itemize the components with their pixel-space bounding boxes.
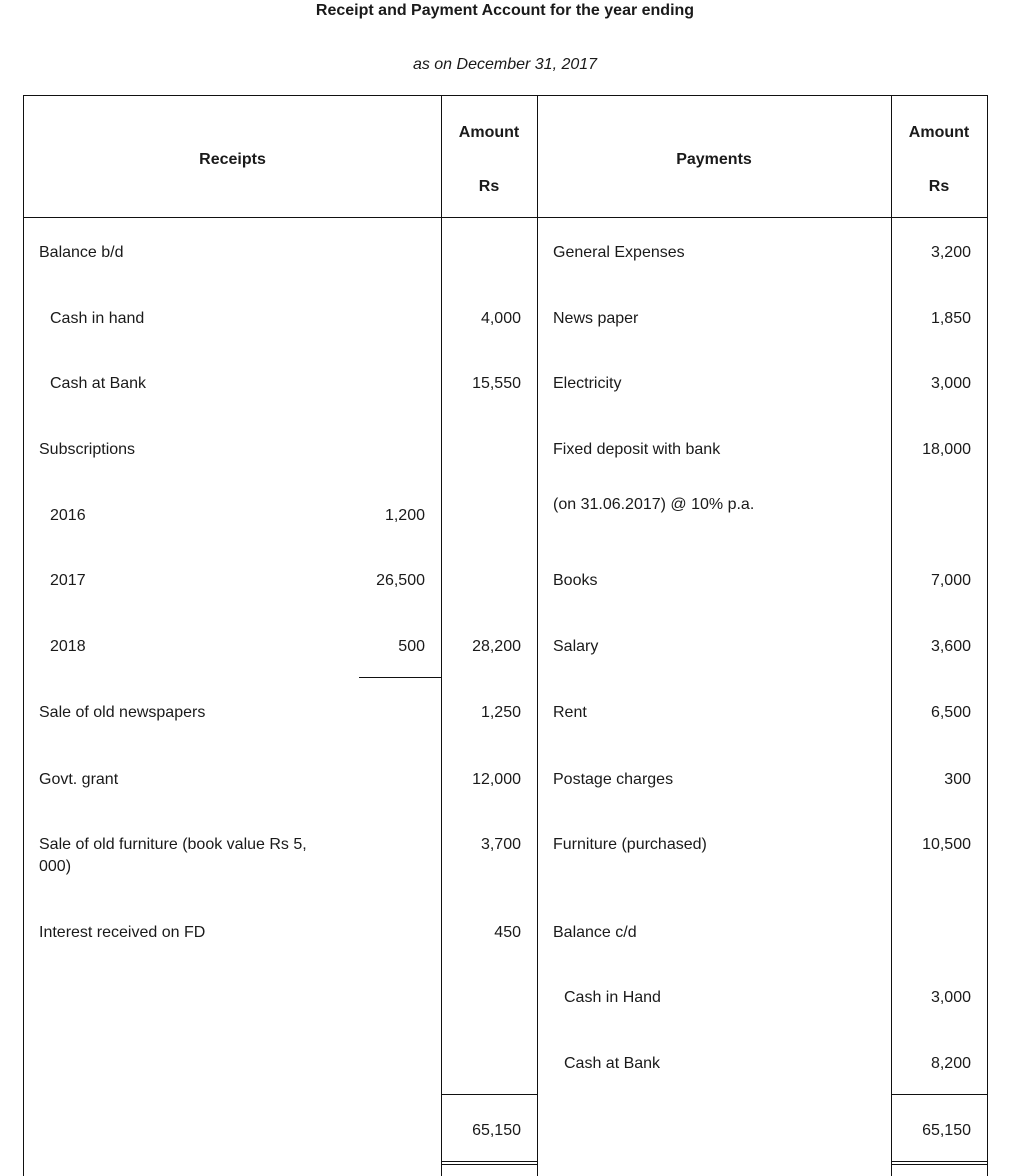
payment-label: Balance c/d — [553, 924, 637, 941]
payment-label: News paper — [553, 310, 639, 327]
payments-amount-header: Amount — [908, 124, 970, 141]
payment-label: Cash in Hand — [564, 989, 661, 1006]
payment-amount: 300 — [944, 771, 971, 788]
payment-amount: 3,000 — [930, 375, 971, 392]
receipt-label: Sale of old furniture (book value Rs 5, 000) — [39, 836, 307, 875]
receipt-amount: 3,700 — [480, 836, 521, 853]
receipt-label: Cash at Bank — [50, 375, 147, 392]
payments-currency-header: Rs — [928, 178, 950, 195]
receipt-label: Sale of old newspapers — [39, 704, 206, 721]
receipt-amount: 4,000 — [480, 310, 521, 327]
payment-amount: 10,500 — [922, 836, 971, 853]
payment-label: Furniture (purchased) — [553, 836, 707, 853]
receipt-amount: 15,550 — [472, 375, 521, 392]
total-rule — [441, 1094, 537, 1095]
receipt-label: 2018 — [50, 638, 86, 655]
payment-amount: 3,600 — [930, 638, 971, 655]
payment-label: Salary — [553, 638, 599, 655]
payment-label: Books — [553, 572, 598, 589]
subscription-value: 1,200 — [384, 507, 425, 524]
receipt-label: 2017 — [50, 572, 86, 589]
total-double-rule — [891, 1161, 987, 1165]
payment-label: Cash at Bank — [564, 1055, 661, 1072]
header-divider — [24, 217, 987, 218]
receipt-label: Interest received on FD — [39, 924, 206, 941]
payment-label: Rent — [553, 704, 587, 721]
payment-label: Fixed deposit with bank — [553, 441, 721, 458]
payment-amount: 3,200 — [930, 244, 971, 261]
payment-label: General Expenses — [553, 244, 685, 261]
payment-amount: 1,850 — [930, 310, 971, 327]
payment-label: Postage charges — [553, 771, 674, 788]
column-divider — [537, 96, 538, 1176]
payments-header: Payments — [676, 151, 752, 168]
receipt-label: 2016 — [50, 507, 86, 524]
receipts-amount-header: Amount — [458, 124, 520, 141]
receipts-currency-header: Rs — [478, 178, 500, 195]
payments-total: 65,150 — [922, 1122, 971, 1139]
subtotal-rule — [359, 677, 441, 678]
total-double-rule — [441, 1161, 537, 1165]
payment-amount: 7,000 — [930, 572, 971, 589]
page-subtitle: as on December 31, 2017 — [412, 56, 598, 73]
receipt-label: Govt. grant — [39, 771, 119, 788]
receipt-amount: 12,000 — [472, 771, 521, 788]
receipt-label: Balance b/d — [39, 244, 124, 261]
receipt-amount: 28,200 — [472, 638, 521, 655]
payment-amount: 8,200 — [930, 1055, 971, 1072]
receipt-payment-table — [23, 95, 988, 1176]
payment-label: Electricity — [553, 375, 622, 392]
payment-note: (on 31.06.2017) @ 10% p.a. — [553, 496, 755, 513]
payment-amount: 3,000 — [930, 989, 971, 1006]
receipts-total: 65,150 — [472, 1122, 521, 1139]
receipt-amount: 450 — [494, 924, 521, 941]
payment-amount: 6,500 — [930, 704, 971, 721]
total-rule — [891, 1094, 987, 1095]
receipt-label: Subscriptions — [39, 441, 136, 458]
subscription-value: 26,500 — [376, 572, 425, 589]
page-title: Receipt and Payment Account for the year ending — [315, 2, 695, 19]
payment-amount: 18,000 — [922, 441, 971, 458]
receipt-label: Cash in hand — [50, 310, 145, 327]
subscription-value: 500 — [398, 638, 425, 655]
receipt-amount: 1,250 — [480, 704, 521, 721]
receipts-header: Receipts — [199, 151, 266, 168]
